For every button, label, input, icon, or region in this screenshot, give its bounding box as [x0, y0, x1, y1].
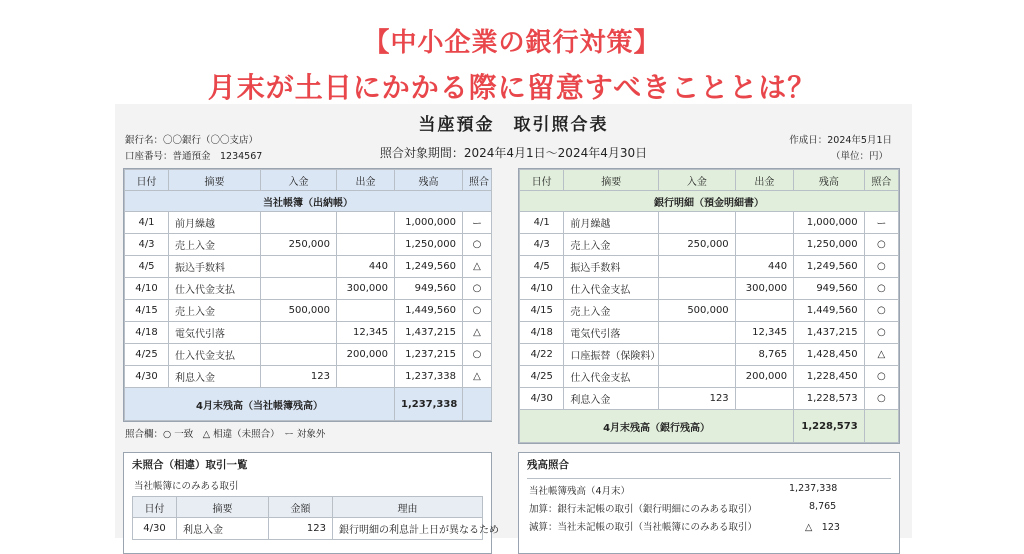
table-row [133, 518, 483, 540]
row-desc: 仕入代金支払 [169, 278, 261, 300]
row-in: 250,000 [659, 234, 736, 256]
row-match: ○ [864, 388, 898, 410]
table-row [520, 278, 899, 300]
reconcile-panel [518, 452, 900, 554]
ledger-total-value: 1,237,338 [395, 388, 463, 421]
row-desc: 仕入代金支払 [169, 344, 261, 366]
table-row [520, 322, 899, 344]
table-row [520, 212, 899, 234]
reconciliation-document [115, 104, 912, 538]
table-row [125, 322, 492, 344]
row-date: 4/10 [520, 278, 564, 300]
bank-caption: 銀行明細（預金明細書） [520, 191, 899, 212]
row-match: ○ [864, 234, 898, 256]
row-in: 500,000 [659, 300, 736, 322]
ledger-header-in: 入金 [261, 170, 337, 191]
row-date: 4/18 [125, 322, 169, 344]
row-balance: 1,000,000 [395, 212, 463, 234]
row-date: 4/25 [125, 344, 169, 366]
ledger-total-label: 4月末残高（当社帳簿残高） [125, 388, 395, 421]
row-match: ○ [864, 256, 898, 278]
row-match: ○ [463, 344, 492, 366]
ledger-header-match: 照合 [463, 170, 492, 191]
reconcile-value-2: 8,765 [809, 501, 837, 512]
row-desc: 電気代引落 [169, 322, 261, 344]
row-in [659, 278, 736, 300]
row-balance: 1,428,450 [794, 344, 865, 366]
row-date: 4/30 [133, 518, 177, 540]
row-out [337, 234, 395, 256]
reconcile-title: 残高照合 [527, 459, 569, 471]
ledger-header-balance: 残高 [395, 170, 463, 191]
row-balance: 1,228,573 [794, 388, 865, 410]
document-title: 当座預金 取引照合表 [418, 115, 609, 135]
row-match: △ [463, 322, 492, 344]
row-out: 440 [337, 256, 395, 278]
row-match: ○ [864, 300, 898, 322]
row-balance: 1,437,215 [794, 322, 865, 344]
row-balance: 949,560 [395, 278, 463, 300]
row-date: 4/5 [125, 256, 169, 278]
reconcile-label-3: 減算：当社未記帳の取引（当社帳簿にのみある取引） [529, 522, 758, 533]
row-balance: 1,228,450 [794, 366, 865, 388]
table-row [520, 344, 899, 366]
bank-total-value: 1,228,573 [794, 410, 865, 443]
row-out: 200,000 [735, 366, 793, 388]
row-match: ー [463, 212, 492, 234]
table-row [125, 278, 492, 300]
row-match: ○ [463, 278, 492, 300]
row-desc: 売上入金 [169, 300, 261, 322]
row-match: △ [463, 366, 492, 388]
ledger-table [124, 169, 492, 421]
row-in [659, 322, 736, 344]
table-row [125, 256, 492, 278]
reconcile-label-1: 当社帳簿残高（4月末） [529, 486, 631, 497]
table-row [520, 388, 899, 410]
row-balance: 1,249,560 [395, 256, 463, 278]
period: 照合対象期間：2024年4月1日～2024年4月30日 [379, 146, 648, 160]
banner-line-2: 月末が土日にかかる際に留意すべきこととは？ [207, 71, 817, 104]
row-out: 300,000 [735, 278, 793, 300]
row-in [261, 322, 337, 344]
ledger-header-out: 出金 [337, 170, 395, 191]
bank-header-date: 日付 [520, 170, 564, 191]
table-row [125, 344, 492, 366]
row-desc: 電気代引落 [564, 322, 659, 344]
row-match: ○ [864, 366, 898, 388]
ledger-total-row [125, 388, 492, 421]
row-in [261, 256, 337, 278]
ledger-header-desc: 摘要 [169, 170, 261, 191]
unmatched-header-desc: 摘要 [177, 497, 269, 518]
row-balance: 1,437,215 [395, 322, 463, 344]
table-row [520, 300, 899, 322]
row-in [659, 344, 736, 366]
row-out [337, 212, 395, 234]
row-date: 4/10 [125, 278, 169, 300]
row-desc: 利息入金 [564, 388, 659, 410]
row-in: 123 [261, 366, 337, 388]
row-in [261, 212, 337, 234]
row-out: 12,345 [337, 322, 395, 344]
row-in [659, 212, 736, 234]
row-desc: 前月繰越 [564, 212, 659, 234]
bank-header-out: 出金 [735, 170, 793, 191]
table-row [125, 234, 492, 256]
created-date: 作成日：2024年5月1日 [789, 135, 892, 146]
row-out: 8,765 [735, 344, 793, 366]
row-out [735, 234, 793, 256]
row-date: 4/22 [520, 344, 564, 366]
row-date: 4/3 [520, 234, 564, 256]
row-desc: 仕入代金支払 [564, 366, 659, 388]
unmatched-header-amount: 金額 [269, 497, 333, 518]
bank-header-desc: 摘要 [564, 170, 659, 191]
row-out [337, 300, 395, 322]
legend: 照合欄：○ 一致 △ 相違（未照合） ー 対象外 [125, 429, 326, 440]
ledger-panel [123, 168, 492, 422]
table-row [520, 256, 899, 278]
unmatched-table [132, 496, 499, 540]
row-desc: 利息入金 [169, 366, 261, 388]
row-desc: 売上入金 [564, 300, 659, 322]
row-in: 123 [659, 388, 736, 410]
row-match: ○ [463, 234, 492, 256]
row-out: 440 [735, 256, 793, 278]
row-match: △ [864, 344, 898, 366]
ledger-caption: 当社帳簿（出納帳） [125, 191, 492, 212]
row-balance: 1,237,338 [395, 366, 463, 388]
row-reason: 銀行明細の利息計上日が異なるため [333, 518, 483, 540]
row-in: 500,000 [261, 300, 337, 322]
row-desc: 仕入代金支払 [564, 278, 659, 300]
row-match: ー [864, 212, 898, 234]
row-out: 200,000 [337, 344, 395, 366]
unmatched-subtitle: 当社帳簿にのみある取引 [134, 481, 239, 492]
row-in [659, 256, 736, 278]
row-in [659, 366, 736, 388]
row-in [261, 344, 337, 366]
row-desc: 口座振替（保険料） [564, 344, 659, 366]
bank-panel [518, 168, 900, 444]
row-date: 4/5 [520, 256, 564, 278]
row-balance: 1,449,560 [395, 300, 463, 322]
row-out [735, 388, 793, 410]
row-balance: 949,560 [794, 278, 865, 300]
table-row [125, 212, 492, 234]
row-desc: 前月繰越 [169, 212, 261, 234]
reconcile-value-1: 1,237,338 [789, 483, 838, 494]
table-row [520, 234, 899, 256]
reconcile-value-3: △ 123 [805, 522, 840, 533]
row-date: 4/1 [520, 212, 564, 234]
row-match: ○ [864, 278, 898, 300]
table-row [125, 300, 492, 322]
bank-name: 銀行名：〇〇銀行（〇〇支店） [125, 135, 259, 146]
banner-line-1: 【中小企業の銀行対策】 [363, 28, 661, 58]
row-out: 12,345 [735, 322, 793, 344]
row-match: △ [463, 256, 492, 278]
row-desc: 売上入金 [564, 234, 659, 256]
row-balance: 1,250,000 [395, 234, 463, 256]
row-amount: 123 [269, 518, 333, 540]
bank-header-in: 入金 [659, 170, 736, 191]
table-row [520, 366, 899, 388]
row-date: 4/25 [520, 366, 564, 388]
bank-header-balance: 残高 [794, 170, 865, 191]
row-balance: 1,237,215 [395, 344, 463, 366]
account-number: 口座番号：普通預金 1234567 [125, 151, 263, 162]
row-date: 4/1 [125, 212, 169, 234]
unmatched-panel [123, 452, 499, 554]
row-date: 4/18 [520, 322, 564, 344]
row-match: ○ [864, 322, 898, 344]
row-date: 4/3 [125, 234, 169, 256]
row-balance: 1,249,560 [794, 256, 865, 278]
ledger-header-date: 日付 [125, 170, 169, 191]
reconcile-label-2: 加算：銀行未記帳の取引（銀行明細にのみある取引） [529, 504, 758, 515]
bank-header-match: 照合 [864, 170, 898, 191]
row-out: 300,000 [337, 278, 395, 300]
row-balance: 1,000,000 [794, 212, 865, 234]
unit-label: （単位：円） [830, 151, 888, 162]
row-date: 4/15 [520, 300, 564, 322]
bank-table [519, 169, 899, 443]
table-row [125, 366, 492, 388]
row-date: 4/30 [125, 366, 169, 388]
row-out [337, 366, 395, 388]
row-desc: 売上入金 [169, 234, 261, 256]
row-in: 250,000 [261, 234, 337, 256]
row-desc: 振込手数料 [564, 256, 659, 278]
row-out [735, 212, 793, 234]
row-balance: 1,250,000 [794, 234, 865, 256]
row-balance: 1,449,560 [794, 300, 865, 322]
row-date: 4/15 [125, 300, 169, 322]
row-desc: 振込手数料 [169, 256, 261, 278]
unmatched-header-date: 日付 [133, 497, 177, 518]
row-in [261, 278, 337, 300]
row-desc: 利息入金 [177, 518, 269, 540]
row-out [735, 300, 793, 322]
bank-total-label: 4月末残高（銀行残高） [520, 410, 794, 443]
row-date: 4/30 [520, 388, 564, 410]
row-match: ○ [463, 300, 492, 322]
unmatched-title: 未照合（相違）取引一覧 [132, 459, 248, 471]
unmatched-header-reason: 理由 [333, 497, 483, 518]
bank-total-row [520, 410, 899, 443]
